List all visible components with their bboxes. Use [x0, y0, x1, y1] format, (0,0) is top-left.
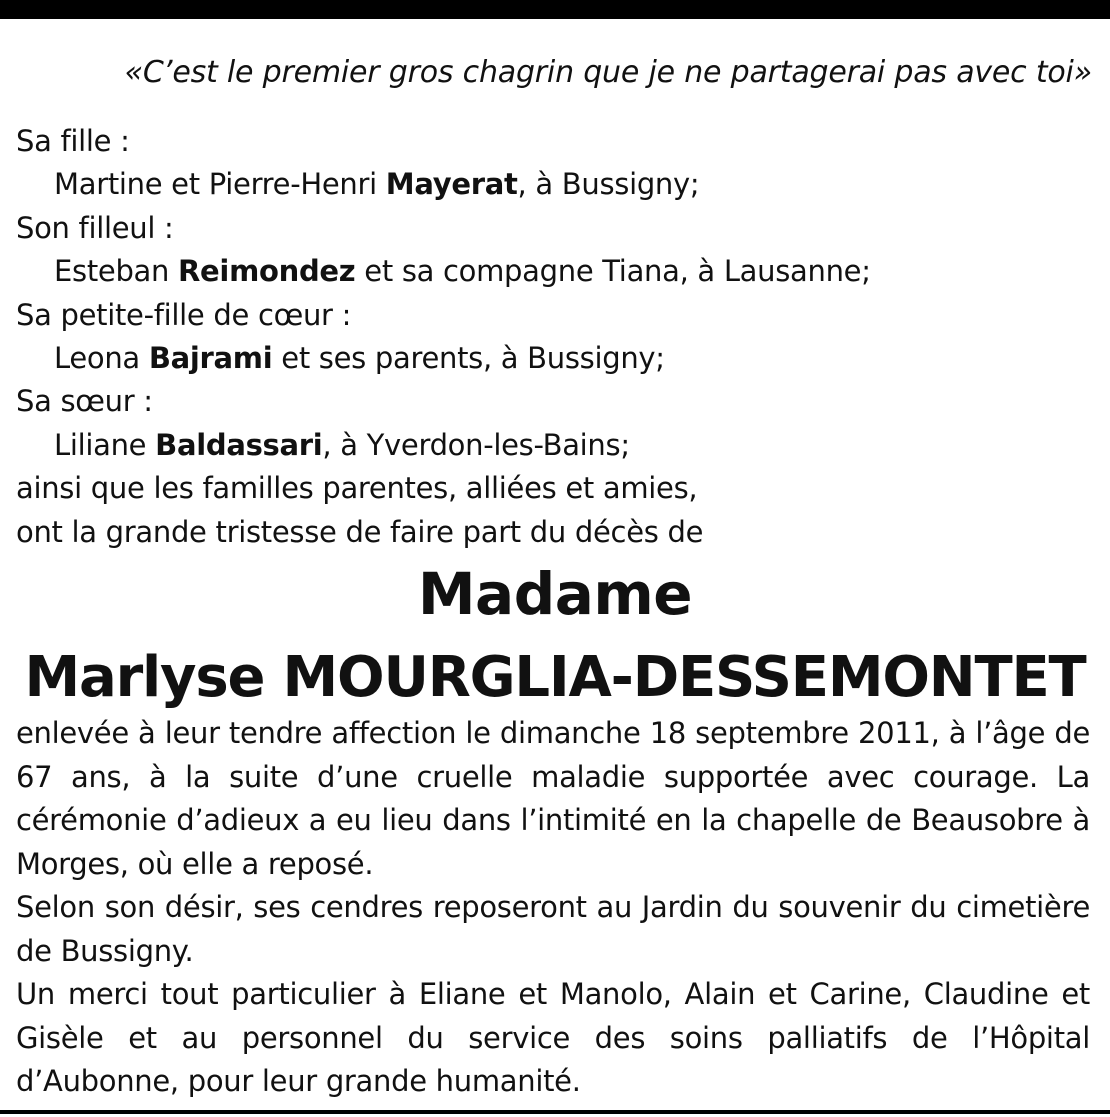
- granddaughter-name: Leona: [54, 341, 149, 376]
- granddaughter-label: Sa petite-fille de cœur :: [16, 297, 352, 332]
- sister-name: Liliane: [54, 427, 156, 462]
- body-paragraph-thanks: Un merci tout particulier à Eliane et Manolo, Alain et Carine, Claudine et Gisèle et au personnel du service des soins palliatifs de l’Hôpital d’Aubonne, pour leur grande humanité.: [16, 977, 1090, 1098]
- daughter-location: , à Bussigny;: [517, 167, 700, 202]
- body-paragraph-ashes: Selon son désir, ses cendres reposeront au Jardin du souvenir du cimetière de Bussigny.: [16, 890, 1090, 968]
- sister-label: Sa sœur :: [16, 384, 153, 419]
- closing-line-announcement: ont la grande tristesse de faire part du décès de: [16, 514, 704, 549]
- sister-entry: [16, 424, 1096, 467]
- sister-location: , à Yverdon-les-Bains;: [322, 427, 630, 462]
- deceased-title: Madame: [417, 560, 693, 628]
- daughter-entry: [16, 163, 1096, 206]
- daughter-names: Martine et Pierre-Henri: [54, 167, 386, 202]
- obituary-body: [16, 712, 1090, 1104]
- granddaughter-surname: Bajrami: [148, 341, 273, 376]
- godson-name: Esteban: [54, 254, 179, 289]
- epigraph-quote: «C’est le premier gros chagrin que je ne partagerai pas avec toi»: [124, 55, 1092, 90]
- closing-line-families: ainsi que les familles parentes, alliées et amies,: [16, 471, 698, 506]
- godson-entry: [16, 250, 1096, 293]
- sister-surname: Baldassari: [155, 427, 323, 462]
- body-paragraph-death-and-ceremony: enlevée à leur tendre affection le dimanche 18 septembre 2011, à l’âge de 67 ans, à la suite d’une cruelle maladie supportée avec courage. La cérémonie d’adieux a eu lieu dans l’intimité en la chapelle de Beausobre à Morges, où elle a reposé.: [16, 716, 1090, 881]
- daughter-surname: Mayerat: [385, 167, 518, 202]
- godson-surname: Reimondez: [178, 254, 356, 289]
- granddaughter-entry: [16, 337, 1096, 380]
- family-list: [16, 120, 1096, 554]
- deceased-name: Marlyse MOURGLIA-DESSEMONTET: [24, 645, 1086, 710]
- bottom-border-rule: [0, 1110, 1110, 1114]
- top-border-rule: [0, 0, 1110, 19]
- godson-label: Son filleul :: [16, 210, 174, 245]
- godson-location: et sa compagne Tiana, à Lausanne;: [355, 254, 871, 289]
- granddaughter-location: et ses parents, à Bussigny;: [272, 341, 665, 376]
- daughter-label: Sa fille :: [16, 124, 130, 158]
